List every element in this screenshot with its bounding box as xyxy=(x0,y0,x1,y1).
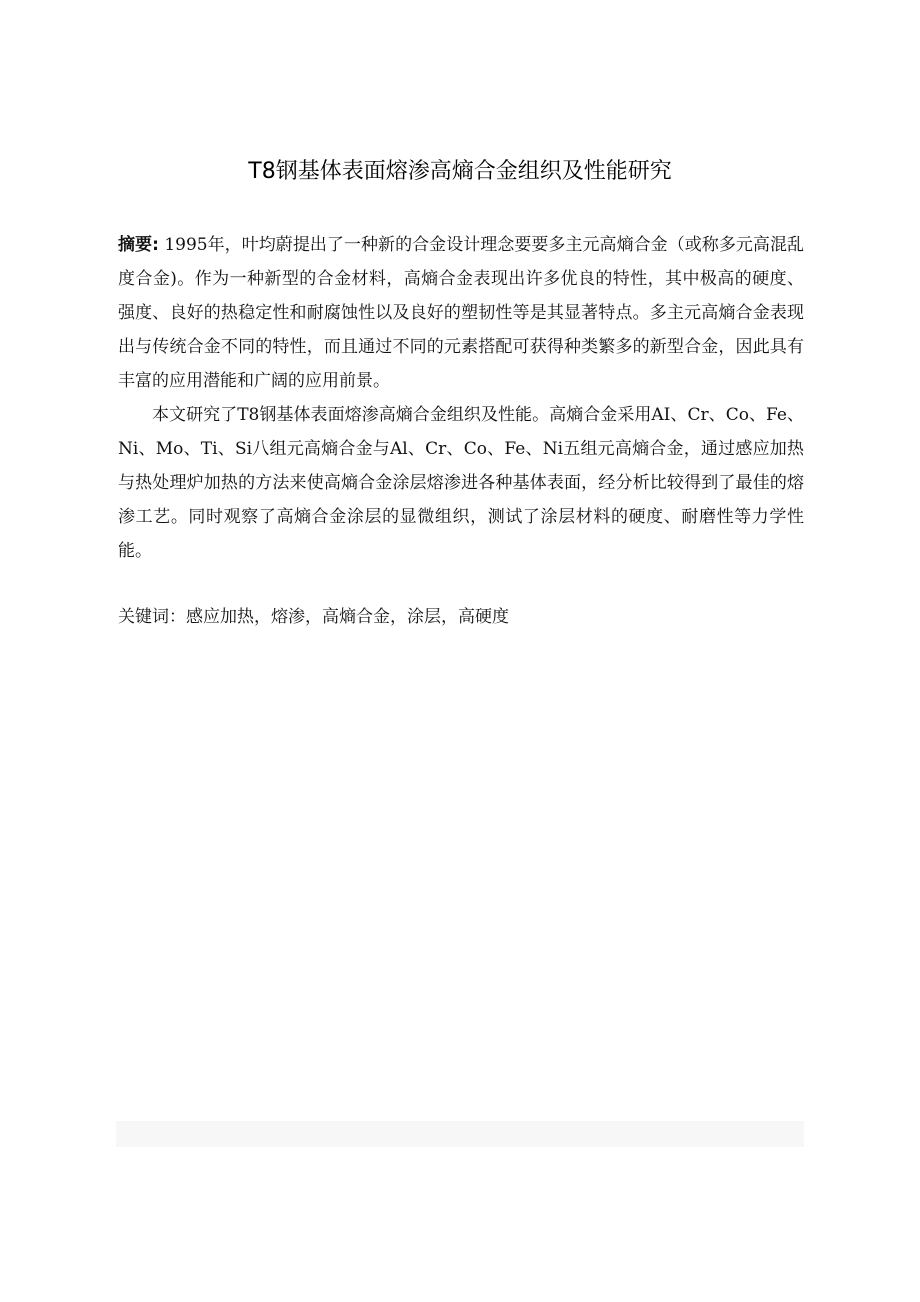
abstract-paragraph-2: 本文研究了T8钢基体表面熔渗高熵合金组织及性能。高熵合金采用AI、Cr、Co、Fe、Ni、Mo、Ti、Si八组元高熵合金与Al、Cr、Co、Fe、Ni五组元高熵合金，通过感应加热与热处理炉加热的方法来使高熵合金涂层熔渗进各种基体表面，经分析比较得到了最佳的熔渗工艺。同时观察了高熵合金涂层的显微组织，测试了涂层材料的硬度、耐磨性等力学性能。 xyxy=(118,405,804,561)
footer-band xyxy=(116,1121,804,1147)
abstract-label: 摘要: xyxy=(118,235,159,255)
abstract-text-1: 1995年，叶均蔚提出了一种新的合金设计理念要要多主元高熵合金（或称多元高混乱度合金)。作为一种新型的合金材料，高熵合金表现出许多优良的特性，其中极高的硬度、强度、良好的热稳定性和耐腐蚀性以及良好的塑韧性等是其显著特点。多主元高熵合金表现出与传统合金不同的特性，而且通过不同的元素搭配可获得种类繁多的新型合金，因此具有丰富的应用潜能和广阔的应用前景。 xyxy=(118,235,804,391)
abstract-section xyxy=(118,228,804,568)
keywords-line: 关键词：感应加热，熔渗，高熵合金，涂层，高硬度 xyxy=(118,607,509,627)
abstract-paragraph-1 xyxy=(118,228,804,398)
paper-title: T8钢基体表面熔渗高熵合金组织及性能研究 xyxy=(248,159,672,184)
